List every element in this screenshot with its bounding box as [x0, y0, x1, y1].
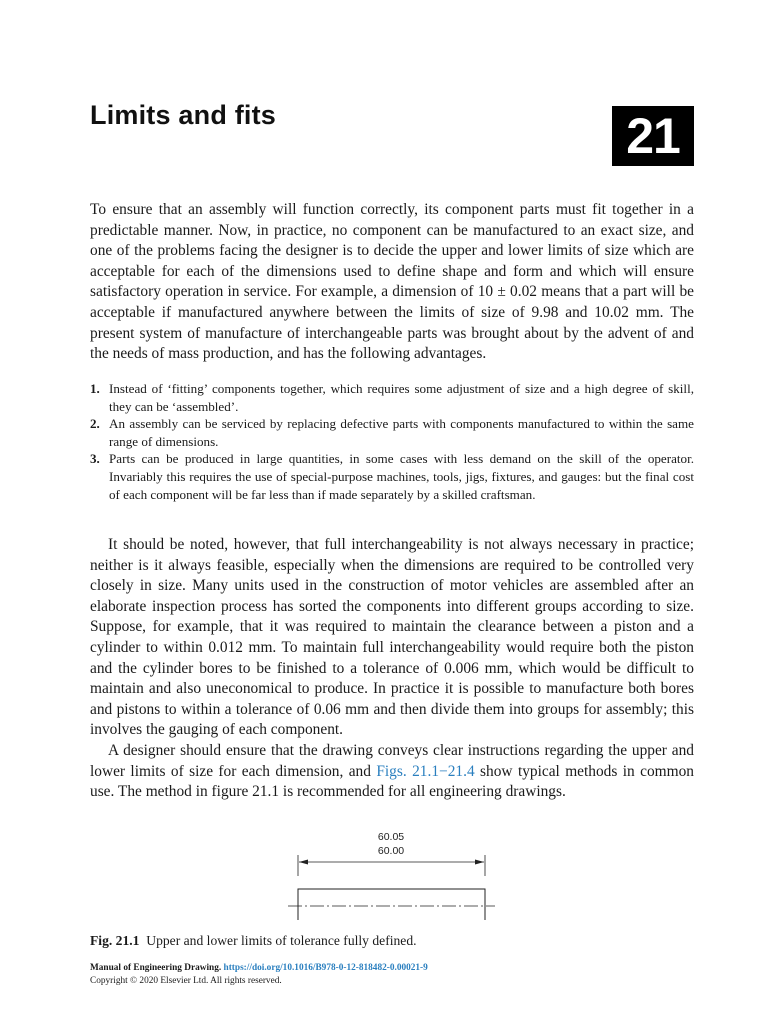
upper-limit-label: 60.05: [377, 831, 405, 843]
caption-label: Fig. 21.1: [90, 933, 140, 948]
list-item: [90, 415, 694, 450]
list-item-text: Instead of ‘fitting’ components together, which requires some adjustment of size and a high degree of skill, they can be ‘assembled’.: [109, 381, 694, 414]
chapter-title: Limits and fits: [90, 100, 277, 130]
list-item: [90, 450, 694, 503]
designer-text-end: show typical methods in common use. The method in figure 21.1 is recommended for all engineering drawings.: [90, 762, 694, 801]
part-outline: [298, 889, 485, 920]
designer-paragraph: [90, 741, 694, 803]
intro-paragraph: To ensure that an assembly will function correctly, its component parts must fit together in a predictable manner. Now, in practice, no component can be manufactured to an exact size, and one of the problems facing the designer is to decide the upper and lower limits of size which are acceptable for each of the dimensions used to define shape and form and which will ensure satisfactory operation in service. For example, a dimension of 10 ± 0.02 means that a part will be acceptable if manufactured anywhere between the limits of size of 9.98 and 10.02 mm. The present system of manufacture of interchangeable parts was brought about by the advent of and the needs of mass production, and has the following advantages.: [90, 201, 694, 363]
lower-limit-label: 60.00: [377, 845, 405, 857]
part-drawing: [280, 828, 502, 920]
list-item-number: 2.: [90, 416, 100, 432]
caption-text: Upper and lower limits of tolerance fully defined.: [146, 933, 417, 948]
footer-citation: [90, 962, 428, 975]
list-item-text: An assembly can be serviced by replacing defective parts with components manufactured to within the same range of dimensions.: [109, 416, 694, 449]
figure-caption: [90, 932, 417, 950]
figures-link[interactable]: Figs. 21.1−21.4: [376, 762, 475, 780]
page-footer: [90, 962, 428, 988]
chapter-number-badge: 21: [612, 106, 694, 166]
figure-21-1: [280, 828, 502, 920]
interchangeability-paragraph: It should be noted, however, that full interchangeability is not always necessary in practice; neither is it always feasible, especially when the dimensions are required to be controlled very closely in size. Many units used in the construction of motor vehicles are assembled after an elaborate inspection process has sorted the components into different groups according to size. Suppose, for example, that it was required to maintain the clearance between a piston and a cylinder to within 0.012 mm. To maintain full interchangeability would require both the piston and the cylinder bores to be finished to a tolerance of 0.006 mm, which would be difficult to maintain and also uneconomical to produce. In practice it is possible to manufacture both bores and pistons to within a tolerance of 0.06 mm and then divide them into groups for assembly; this involves the gauging of each component.: [90, 536, 694, 739]
list-item-number: 3.: [90, 451, 100, 467]
footer-book-title: Manual of Engineering Drawing.: [90, 963, 222, 973]
list-item-text: Parts can be produced in large quantities, in some cases with less demand on the skill of the operator. Invariably this requires the use of special-purpose machines, tools, jigs, fixtures, and gauges: but the final cost of each component will be far less than if made separately by a skilled craftsman.: [109, 451, 694, 502]
arrowhead-right: [475, 860, 484, 865]
designer-text-start: A designer should ensure that the drawing conveys clear instructions regarding the upper and lower limits of size for each dimension, and: [90, 742, 694, 780]
footer-doi-link[interactable]: https://doi.org/10.1016/B978-0-12-818482-0.00021-9: [223, 963, 428, 973]
footer-copyright: Copyright © 2020 Elsevier Ltd. All rights reserved.: [90, 976, 282, 986]
arrowhead-left: [299, 860, 308, 865]
advantages-list: [90, 380, 694, 503]
list-item-number: 1.: [90, 381, 100, 396]
list-item: [90, 380, 694, 415]
